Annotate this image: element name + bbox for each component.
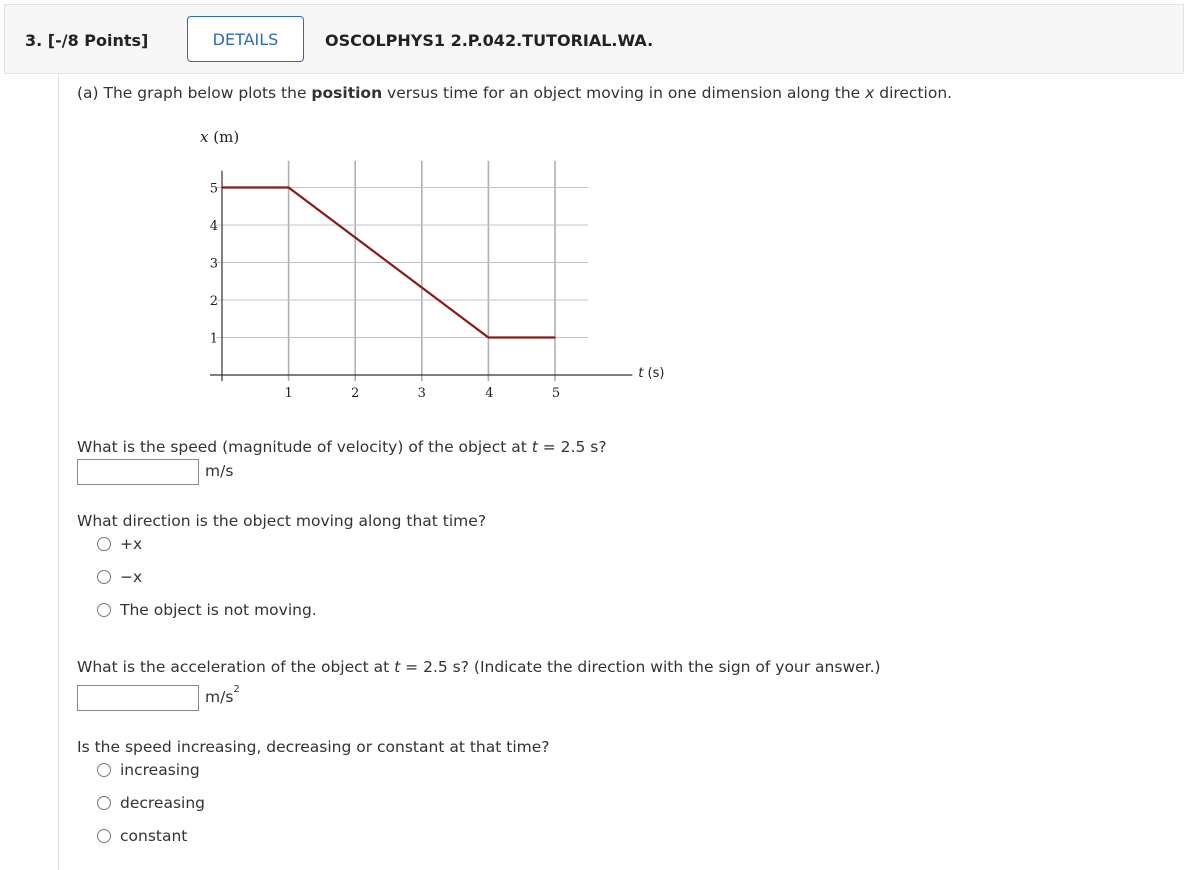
x-axis-label [638, 366, 664, 381]
y-axis-label-unit: (m) [208, 128, 240, 146]
intro-var: x [865, 84, 875, 102]
acceleration-input[interactable] [77, 685, 199, 711]
y-tick-label: 5 [209, 181, 218, 197]
q2-prompt: What direction is the object moving along that time? [77, 512, 487, 530]
question-header [4, 4, 1184, 74]
left-rule [58, 74, 59, 870]
q1-prompt-text: What is the speed (magnitude of velocity) of the object at [77, 438, 532, 456]
x-tick-label: 2 [351, 386, 360, 401]
q4-prompt: Is the speed increasing, decreasing or constant at that time? [77, 738, 550, 756]
q1-prompt-after: = 2.5 s? [537, 438, 607, 456]
data-point [288, 187, 290, 189]
radio-plus-x[interactable] [97, 537, 111, 551]
option-plus-x: +x [120, 535, 143, 553]
y-tick-label: 2 [209, 294, 218, 309]
intro-bold: position [311, 84, 383, 102]
speed-unit: m/s [205, 462, 234, 480]
x-axis-label-unit: (s) [643, 366, 665, 381]
option-not-moving: The object is not moving. [120, 601, 317, 619]
question-number: 3. [-/8 Points] [25, 31, 149, 50]
x-tick-label: 1 [284, 386, 293, 401]
acceleration-unit-exponent: 2 [233, 684, 240, 695]
details-button[interactable]: DETAILS [187, 16, 304, 62]
y-axis-label [200, 128, 239, 146]
radio-minus-x[interactable] [97, 570, 111, 584]
option-decreasing: decreasing [120, 794, 206, 812]
q3-prompt [77, 658, 881, 676]
intro-text-1: (a) The graph below plots the [77, 84, 312, 102]
radio-constant[interactable] [97, 829, 111, 843]
radio-not-moving[interactable] [97, 603, 111, 617]
q3-var: t [394, 658, 401, 676]
x-tick-label: 4 [485, 386, 494, 401]
option-minus-x: −x [120, 568, 143, 586]
q3-prompt-text: What is the acceleration of the object at [77, 658, 395, 676]
position-time-graph [190, 120, 665, 410]
intro-text-2: versus time for an object moving in one dimension along the [382, 84, 866, 102]
x-tick-label: 3 [417, 386, 426, 401]
radio-decreasing[interactable] [97, 796, 111, 810]
x-axis-label-var: t [638, 366, 644, 381]
option-constant: constant [120, 827, 188, 845]
q3-prompt-after: = 2.5 s? (Indicate the direction with the sign of your answer.) [400, 658, 881, 676]
radio-increasing[interactable] [97, 763, 111, 777]
y-axis-label-var: x [200, 128, 209, 146]
y-tick-label: 3 [209, 256, 218, 272]
speed-input[interactable] [77, 459, 199, 485]
q1-prompt [77, 438, 607, 456]
part-a-intro [77, 84, 952, 102]
data-point [554, 337, 556, 339]
q1-var: t [531, 438, 538, 456]
acceleration-unit [205, 684, 240, 706]
y-tick-label: 1 [209, 331, 218, 347]
intro-text-3: direction. [874, 84, 953, 102]
acceleration-unit-base: m/s [205, 688, 234, 706]
chart-svg [190, 120, 665, 410]
y-tick-label: 4 [209, 219, 218, 234]
data-point [488, 337, 490, 339]
data-point [221, 187, 223, 189]
option-increasing: increasing [120, 761, 200, 779]
question-code: OSCOLPHYS1 2.P.042.TUTORIAL.WA. [325, 31, 654, 50]
x-tick-label: 5 [551, 386, 561, 401]
